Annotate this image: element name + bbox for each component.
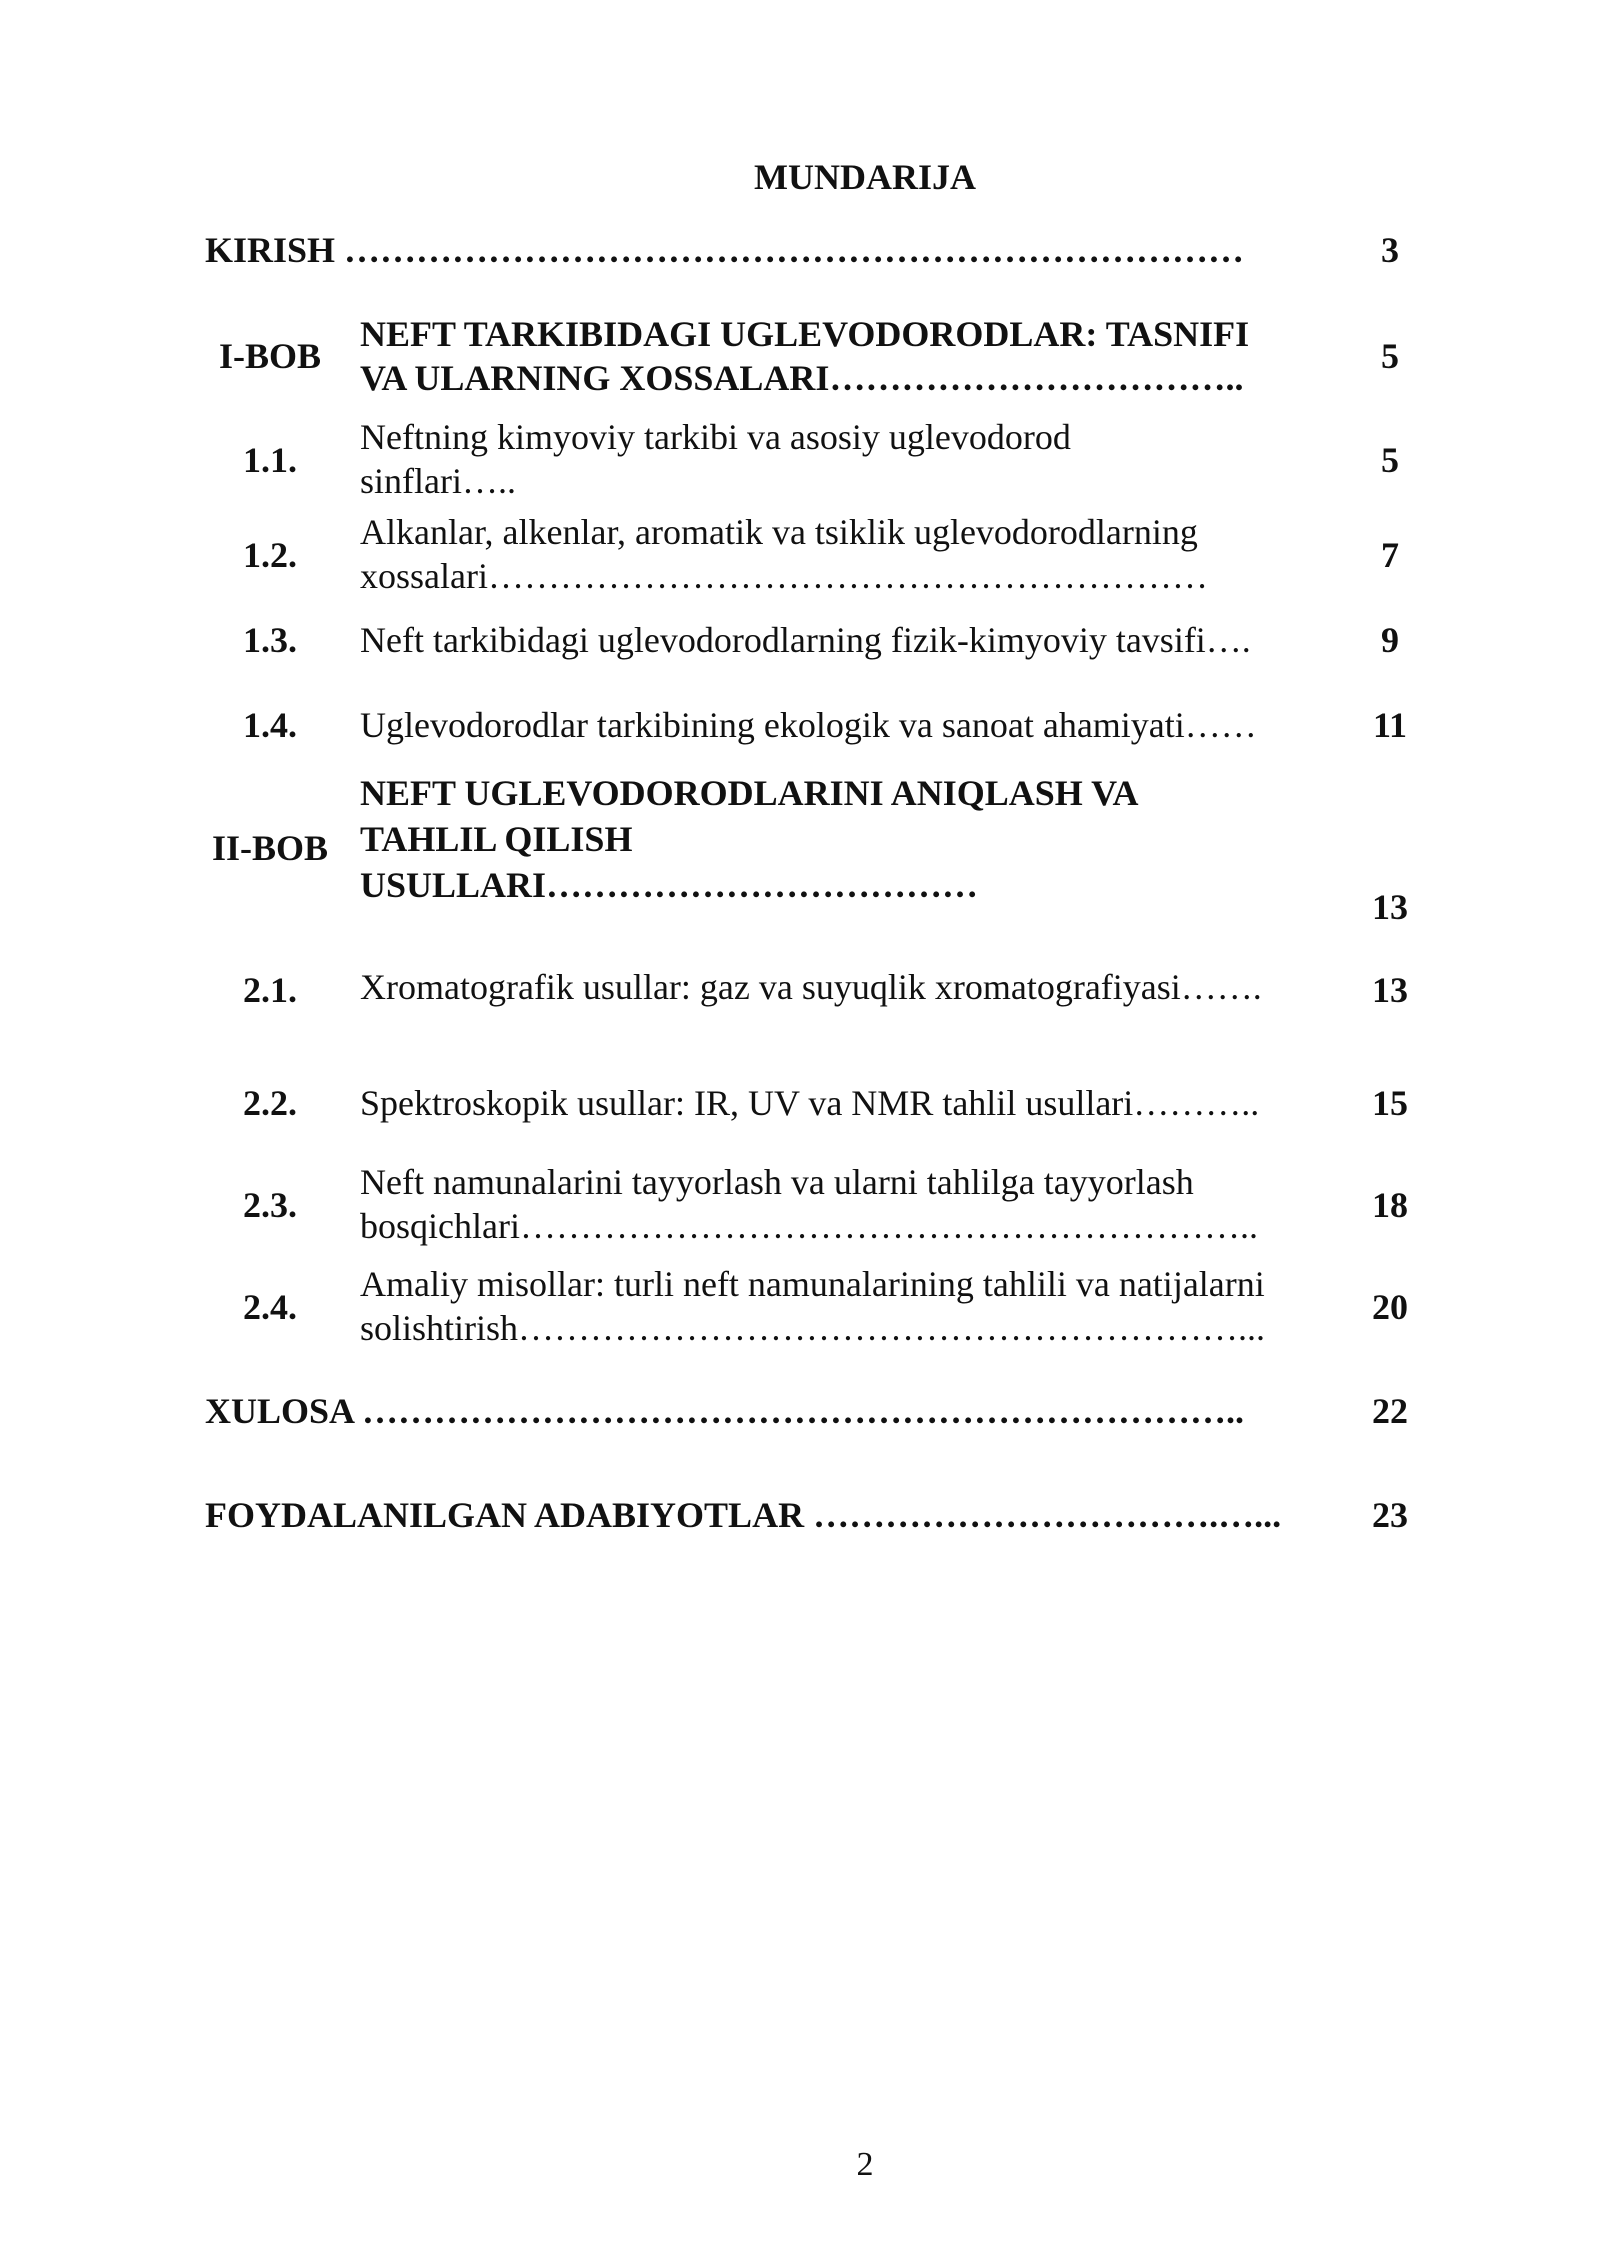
chapter-title-2-line-2: TAHLIL QILISH bbox=[360, 819, 633, 859]
toc-page-2-4: 20 bbox=[1372, 1287, 1408, 1327]
section-number-1-3: 1.3. bbox=[243, 620, 297, 660]
page-title: MUNDARIJA bbox=[754, 157, 976, 197]
toc-page-chapter-1: 5 bbox=[1381, 336, 1399, 376]
section-title-1-1-line-2: sinflari….. bbox=[360, 461, 516, 501]
toc-page-2-3: 18 bbox=[1372, 1185, 1408, 1225]
toc-page-1-4: 11 bbox=[1372, 705, 1407, 745]
toc-page-adabiyotlar: 23 bbox=[1372, 1495, 1408, 1535]
section-title-1-4: Uglevodorodlar tarkibining ekologik va sanoat ahamiyati…… bbox=[360, 705, 1257, 745]
toc-page-xulosa: 22 bbox=[1372, 1391, 1408, 1431]
section-title-2-1: Xromatografik usullar: gaz va suyuqlik xromatografiyasi……. bbox=[360, 967, 1262, 1007]
chapter-title-2 bbox=[360, 770, 1310, 908]
footer-page-number: 2 bbox=[856, 2146, 874, 2183]
toc-page-chapter-2: 13 bbox=[1372, 887, 1408, 927]
section-number-2-3: 2.3. bbox=[243, 1185, 297, 1225]
chapter-number-2: II-BOB bbox=[211, 828, 329, 868]
chapter-title-2-line-3: USULLARI……………………………… bbox=[360, 865, 979, 905]
toc-page-1-2: 7 bbox=[1381, 535, 1399, 575]
section-number-2-2: 2.2. bbox=[243, 1083, 297, 1123]
toc-page-kirish: 3 bbox=[1381, 230, 1399, 270]
section-title-1-1-line-1: Neftning kimyoviy tarkibi va asosiy uglevodorod bbox=[360, 417, 1071, 457]
section-number-1-1: 1.1. bbox=[243, 440, 297, 480]
section-title-2-4 bbox=[360, 1262, 1310, 1350]
section-title-1-2-line-1: Alkanlar, alkenlar, aromatik va tsiklik uglevodorodlarning bbox=[360, 512, 1198, 552]
section-title-2-4-line-2: solishtirish……………………………………………………... bbox=[360, 1308, 1266, 1348]
section-title-2-4-line-1: Amaliy misollar: turli neft namunalarining tahlili va natijalarni bbox=[360, 1264, 1265, 1304]
chapter-title-2-line-1: NEFT UGLEVODORODLARINI ANIQLASH VA bbox=[360, 773, 1139, 813]
section-number-2-4: 2.4. bbox=[243, 1287, 297, 1327]
chapter-title-1-line-2: VA ULARNING XOSSALARI…………………………….. bbox=[360, 358, 1244, 398]
toc-page-1-1: 5 bbox=[1381, 440, 1399, 480]
section-title-1-3: Neft tarkibidagi uglevodorodlarning fizik-kimyoviy tavsifi…. bbox=[360, 620, 1251, 660]
section-title-2-3-line-1: Neft namunalarini tayyorlash va ularni tahlilga tayyorlash bbox=[360, 1162, 1194, 1202]
toc-page-2-2: 15 bbox=[1372, 1083, 1408, 1123]
section-title-1-2-line-2: xossalari…………………………………………………… bbox=[360, 556, 1208, 596]
chapter-number-1: I-BOB bbox=[218, 336, 322, 376]
toc-page-2-1: 13 bbox=[1372, 970, 1408, 1010]
section-title-2-3-line-2: bosqichlari…………………………………………………….. bbox=[360, 1206, 1258, 1246]
section-number-2-1: 2.1. bbox=[243, 970, 297, 1010]
chapter-title-1 bbox=[360, 312, 1310, 400]
toc-entry-xulosa: XULOSA ……………………………………………………………….. bbox=[205, 1391, 1245, 1431]
section-title-2-2: Spektroskopik usullar: IR, UV va NMR tahlil usullari……….. bbox=[360, 1083, 1260, 1123]
section-title-2-3 bbox=[360, 1160, 1310, 1248]
toc-page-1-3: 9 bbox=[1381, 620, 1399, 660]
toc-entry-adabiyotlar: FOYDALANILGAN ADABIYOTLAR …………………………….…... bbox=[205, 1495, 1282, 1535]
section-number-1-4: 1.4. bbox=[243, 705, 297, 745]
chapter-title-1-line-1: NEFT TARKIBIDAGI UGLEVODORODLAR: TASNIFI bbox=[360, 314, 1250, 354]
section-number-1-2: 1.2. bbox=[243, 535, 297, 575]
toc-entry-kirish: KIRISH ………………………………………………………………… bbox=[205, 230, 1245, 270]
section-title-1-2 bbox=[360, 510, 1310, 598]
section-title-1-1 bbox=[360, 415, 1310, 503]
